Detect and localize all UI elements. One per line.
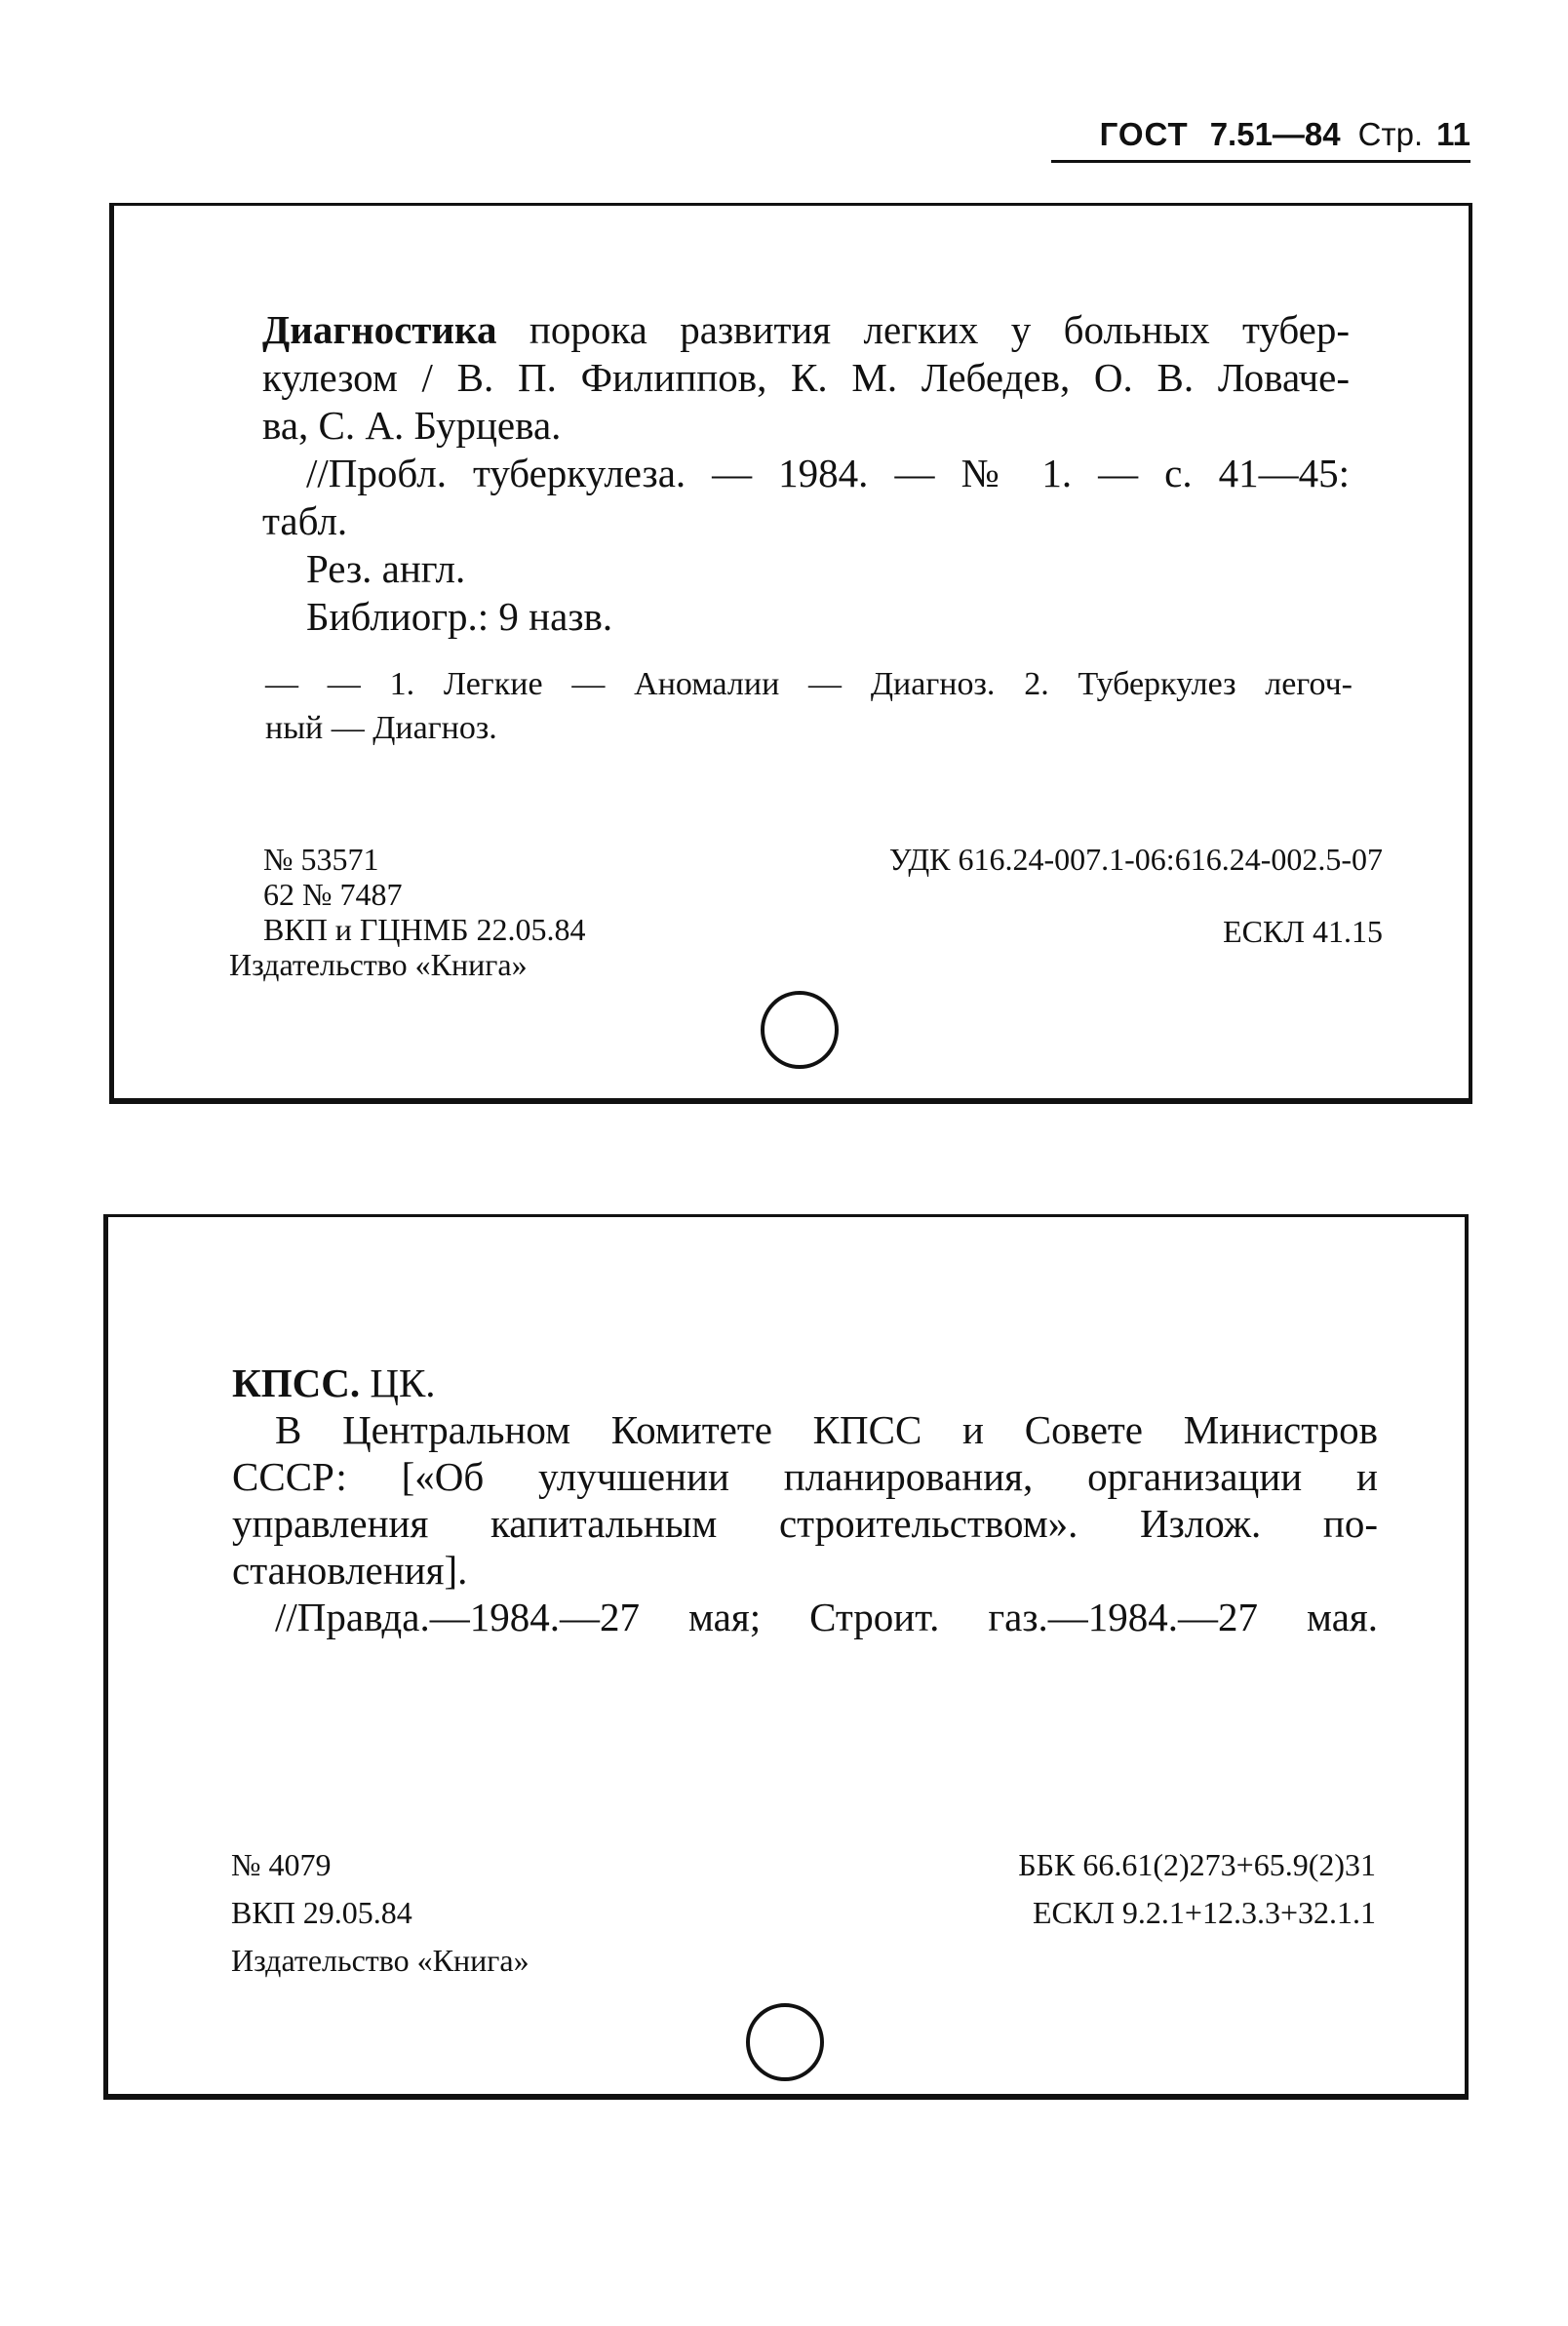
description-line-4: управления капитальным строительством». Излож. по-: [232, 1501, 1378, 1546]
eskl-index: ЕСКЛ 41.15: [1223, 914, 1383, 949]
publisher: Издательство «Книга»: [231, 1943, 529, 1978]
card-punch-hole: [746, 2003, 824, 2081]
card-punch-hole: [761, 991, 839, 1069]
source-line-cont: табл.: [262, 498, 348, 543]
eskl-index: ЕСКЛ 9.2.1+12.3.3+32.1.1: [1032, 1895, 1376, 1930]
card-description: [232, 1360, 1378, 1640]
description-line-5: становления].: [232, 1548, 468, 1593]
standard-number: 7.51—84: [1209, 116, 1341, 152]
standard-label: ГОСТ: [1099, 116, 1189, 152]
source-line: //Правда.—1984.—27 мая; Строит. газ.—1984.—27 мая.: [275, 1595, 1378, 1639]
catalog-card-kpss: [103, 1214, 1469, 2100]
page-number: 11: [1436, 116, 1470, 152]
heading-word: КПСС.: [232, 1360, 361, 1405]
card-registration-block: [229, 842, 585, 982]
description-line-3: ва, С. А. Бурцева.: [262, 403, 562, 448]
card-number: № 53571: [263, 842, 379, 877]
summary-note: Рез. англ.: [306, 546, 466, 591]
bbk-index: ББК 66.61(2)273+65.9(2)31: [1018, 1847, 1376, 1882]
registration-date: ВКП и ГЦНМБ 22.05.84: [263, 912, 586, 947]
catalog-card-diagnostika: [109, 203, 1472, 1104]
description-line-1: КПСС. ЦК.: [232, 1360, 436, 1405]
udk-index: УДК 616.24-007.1-06:616.24-002.5-07: [888, 842, 1383, 877]
card-registration-block: [231, 1841, 529, 1985]
page-label: Стр.: [1357, 116, 1424, 152]
publisher: Издательство «Книга»: [229, 947, 528, 982]
subject-headings: [265, 662, 1352, 750]
subject-line-1: — — 1. Легкие — Аномалии — Диагноз. 2. Туберкулез легоч-: [265, 666, 1352, 702]
description-line-2: кулезом / В. П. Филиппов, К. М. Лебедев, О. В. Ловаче-: [262, 355, 1350, 400]
bibliography-note: Библиогр.: 9 назв.: [306, 594, 613, 639]
registration-date: ВКП 29.05.84: [231, 1895, 412, 1930]
card-number: № 4079: [231, 1847, 332, 1882]
page-header: [1051, 109, 1470, 163]
description-line-2: В Центральном Комитете КПСС и Совете Министров: [275, 1407, 1378, 1452]
source-line: //Пробл. туберкулеза. — 1984. — № 1. — с. 41—45:: [306, 451, 1350, 495]
order-number: 62 № 7487: [263, 877, 403, 912]
card-description: [262, 306, 1350, 641]
subject-line-2: ный — Диагноз.: [265, 710, 497, 746]
description-line-1: Диагностика порока развития легких у больных тубер-: [262, 307, 1350, 352]
heading-word: Диагностика: [262, 307, 497, 352]
description-line-3: СССР: [«Об улучшении планирования, организации и: [232, 1454, 1378, 1499]
